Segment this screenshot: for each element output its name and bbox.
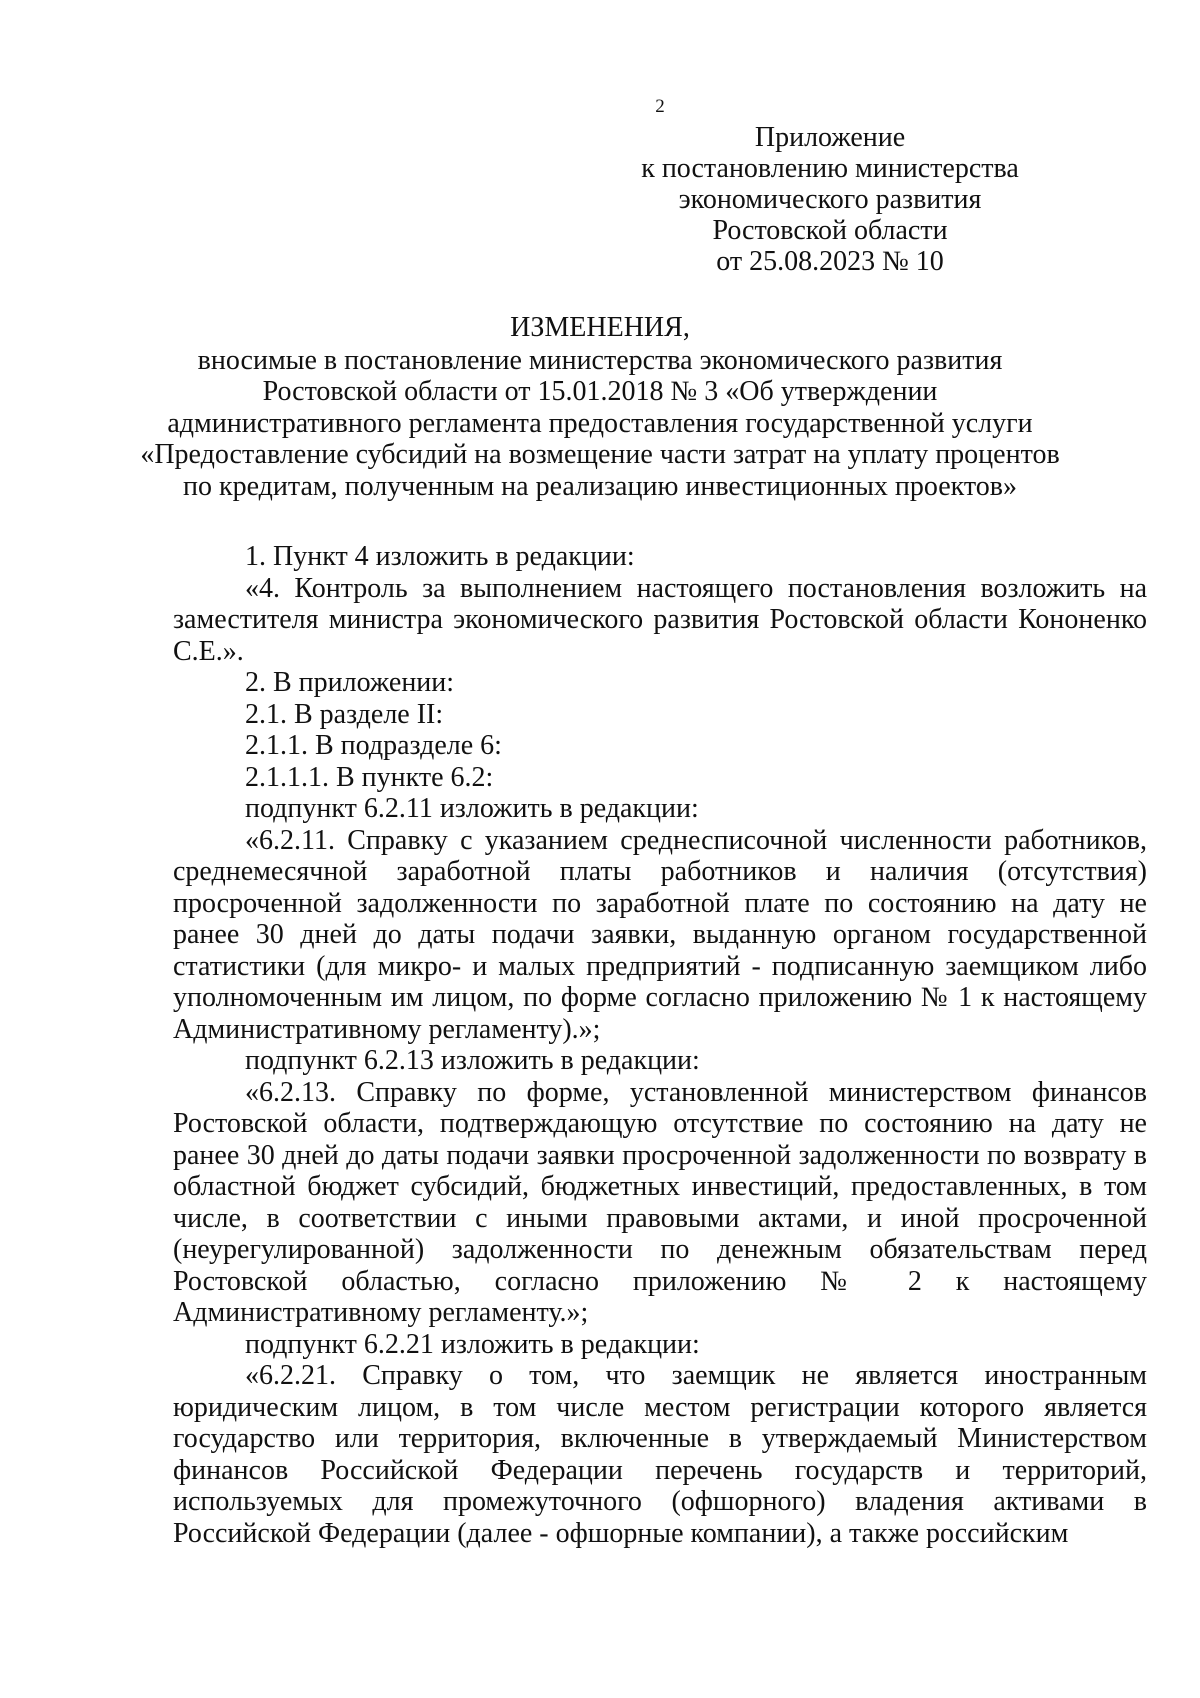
subtitle-line: Ростовской области от 15.01.2018 № 3 «Об утверждении [262, 376, 938, 408]
document-body [173, 541, 1147, 1549]
subtitle-line: административного регламента предоставления государственной услуги [167, 407, 1033, 439]
paragraph: подпункт 6.2.13 изложить в редакции: [245, 1045, 700, 1076]
paragraph: «6.2.21. Справку о том, что заемщик не является иностранным юридическим лицом, в том числе местом регистрации которого является государство или территория, включенные в утверждаемый Министерством финансов Российской Федерации перечень государств и территорий, используемых для промежуточного (офшорного) владения активами в Российской Федерации (далее - офшорные компании), а также российским [173, 1360, 1147, 1549]
subtitle-line: по кредитам, полученным на реализацию инвестиционных проектов» [182, 470, 1017, 502]
subtitle-line: вносимые в постановление министерства экономического развития [197, 345, 1003, 376]
paragraph: подпункт 6.2.21 изложить в редакции: [245, 1328, 700, 1360]
paragraph: 1. Пункт 4 изложить в редакции: [245, 541, 635, 572]
paragraph: 2. В приложении: [245, 667, 455, 698]
appendix-line: от 25.08.2023 № 10 [716, 246, 944, 277]
paragraph: «4. Контроль за выполнением настоящего постановления возложить на заместителя министра экономического развития Ростовской области Кононенко С.Е.». [173, 572, 1147, 667]
page-number: 2 [655, 96, 665, 117]
paragraph: 2.1. В разделе II: [245, 698, 444, 730]
paragraph: «6.2.11. Справку с указанием среднесписочной численности работников, среднемесячной заработной платы работников и наличия (отсутствия) просроченной задолженности по заработной плате по состоянию на дату не ранее 30 дней до даты подачи заявки, выданную органом государственной статистики (для микро- и малых предприятий - подписанную заемщиком либо уполномоченным им лицом, по форме согласно приложению № 1 к настоящему Административному регламенту).»; [173, 824, 1147, 1045]
paragraph: 2.1.1. В подразделе 6: [245, 730, 502, 761]
subtitle-line: «Предоставление субсидий на возмещение части затрат на уплату процентов [140, 439, 1060, 471]
appendix-header [620, 122, 1040, 277]
document-title: ИЗМЕНЕНИЯ, [510, 312, 690, 343]
document-subtitle [90, 345, 1110, 502]
appendix-line: к постановлению министерства [641, 153, 1019, 184]
appendix-line: экономического развития [678, 184, 982, 215]
appendix-line: Ростовской области [712, 215, 948, 246]
appendix-line: Приложение [754, 122, 906, 153]
paragraph: 2.1.1.1. В пункте 6.2: [245, 761, 494, 793]
paragraph: «6.2.13. Справку по форме, установленной министерством финансов Ростовской области, подтверждающую отсутствие по состоянию на дату не ранее 30 дней до даты подачи заявки просроченной задолженности по возврату в областной бюджет субсидий, бюджетных инвестиций, предоставленных, в том числе, в соответствии с иными правовыми актами, и иной просроченной (неурегулированной) задолженности по денежным обязательствам перед Ростовской областью, согласно приложению № 2 к настоящему Административному регламенту.»; [173, 1076, 1147, 1328]
paragraph: подпункт 6.2.11 изложить в редакции: [245, 793, 699, 824]
